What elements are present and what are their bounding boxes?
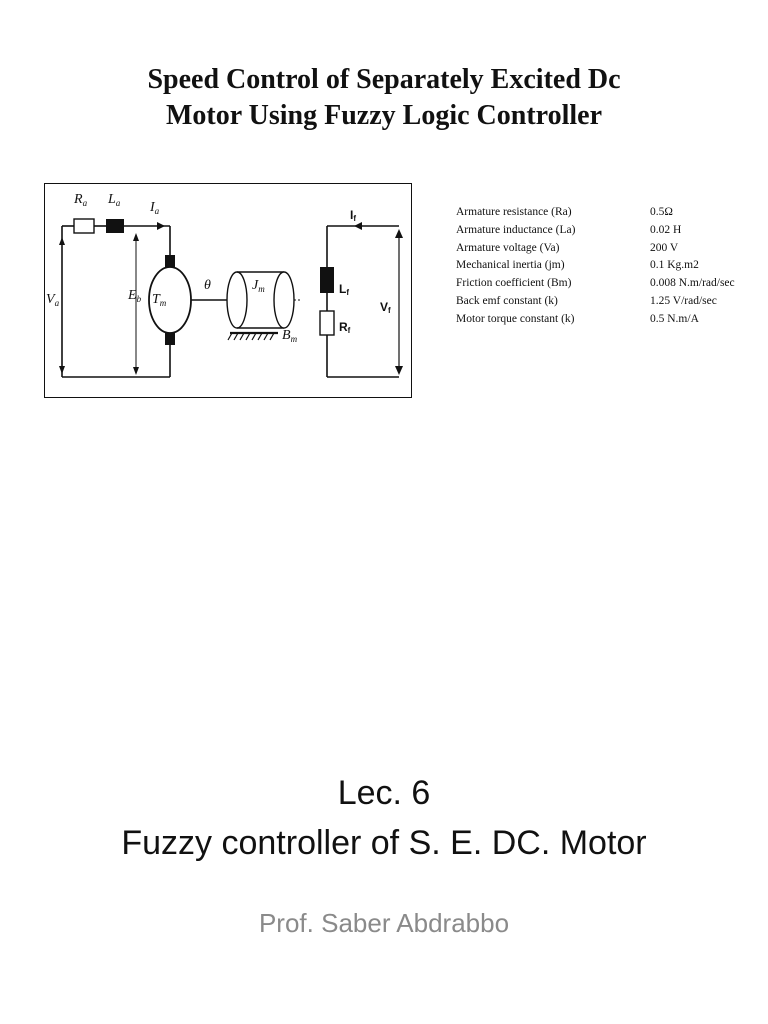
if-label: If	[350, 208, 357, 223]
author-name: Prof. Saber Abdrabbo	[258, 908, 510, 938]
param-value: 0.008 N.m/rad/sec	[650, 277, 735, 290]
la-label: $L_a$	[108, 192, 121, 208]
param-name: Armature voltage (Va)	[456, 241, 560, 254]
param-value: 0.5 N.m/A	[650, 312, 699, 325]
motor-brush-top	[165, 255, 175, 267]
armature-inductor	[106, 219, 124, 233]
lecture-heading	[0, 768, 768, 868]
title-line-2: Motor Using Fuzzy Logic Controller	[165, 100, 602, 131]
vf-label: Vf	[380, 300, 391, 315]
ia-label: $I_a$	[150, 200, 160, 216]
motor-brush-bottom	[165, 333, 175, 345]
lecture-number: Lec. 6	[337, 774, 431, 812]
va-label: $V_a$	[46, 292, 60, 308]
theta-label: θ	[204, 278, 211, 293]
field-resistor	[320, 311, 334, 335]
param-value: 0.02 H	[650, 223, 682, 236]
param-name: Friction coefficient (Bm)	[456, 277, 572, 290]
armature-resistor	[74, 219, 94, 233]
ra-label: $R_a$	[74, 192, 88, 208]
tm-label: $T_m$	[152, 292, 167, 308]
load-inertia	[274, 272, 294, 328]
field-inductor	[320, 267, 334, 293]
param-value: 0.5Ω	[650, 206, 673, 218]
param-value: 200 V	[650, 241, 679, 254]
param-name: Armature inductance (La)	[456, 223, 576, 236]
param-value: 0.1 Kg.m2	[650, 259, 699, 272]
lecture-topic: Fuzzy controller of S. E. DC. Motor	[121, 824, 647, 862]
lf-label: Lf	[339, 282, 350, 297]
jm-label: $J_m$	[252, 278, 265, 294]
param-name: Back emf constant (k)	[456, 294, 558, 307]
param-name: Armature resistance (Ra)	[456, 206, 572, 218]
eb-label: $E_b$	[128, 288, 142, 304]
param-name: Mechanical inertia (jm)	[456, 259, 565, 272]
bm-label: $B_m$	[282, 328, 298, 344]
rf-label: Rf	[339, 320, 351, 335]
param-value: 1.25 V/rad/sec	[650, 294, 717, 307]
motor-circuit-diagram	[44, 183, 412, 398]
param-name: Motor torque constant (k)	[456, 312, 575, 325]
title-line-1: Speed Control of Separately Excited Dc	[147, 64, 621, 95]
page-title	[0, 62, 768, 134]
